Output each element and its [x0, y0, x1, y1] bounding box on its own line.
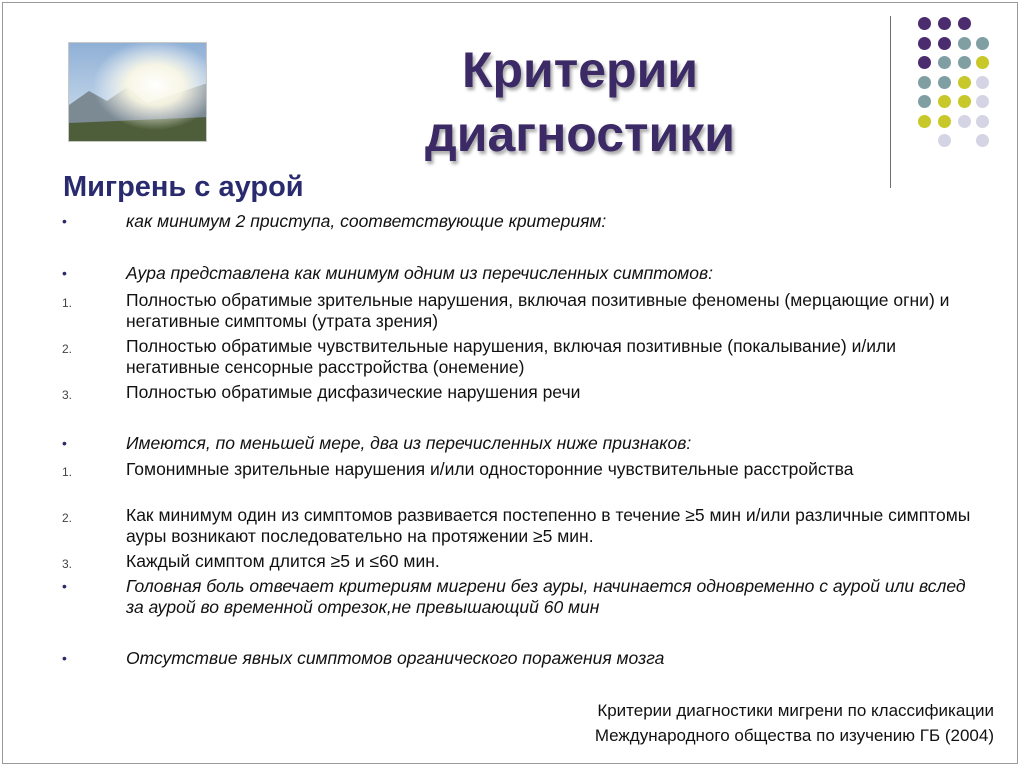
item-text: Гомонимные зрительные нарушения и/или односторонние чувствительные расстройства [126, 459, 854, 479]
decorative-dot [976, 115, 989, 128]
item-text: Отсутствие явных симптомов органического поражения мозга [126, 648, 665, 668]
decorative-dot [958, 95, 971, 108]
item-text: как минимум 2 приступа, соответствующие критериям: [126, 211, 607, 231]
item-text: Как минимум один из симптомов развивается постепенно в течение ≥5 мин и/или различные симптомы ауры возникают последовательно на протяжении ≥5 мин. [126, 505, 971, 546]
decorative-dot [918, 37, 931, 50]
decorative-dot [938, 95, 951, 108]
decorative-dot [958, 115, 971, 128]
item-number: 2. [62, 511, 73, 525]
bullet-marker: • [62, 578, 67, 594]
decorative-dot [976, 134, 989, 147]
decorative-dot [938, 56, 951, 69]
decorative-dot [938, 76, 951, 89]
item-text: Аура представлена как минимум одним из перечисленных симптомов: [126, 263, 714, 283]
bullet-marker: • [62, 265, 67, 281]
decorative-dot [958, 17, 971, 30]
decorative-divider [890, 16, 891, 188]
bullet-marker: • [62, 650, 67, 666]
title-line-1: Критерии [461, 42, 699, 98]
decorative-dot [958, 76, 971, 89]
item-text: Имеются, по меньшей мере, два из перечисленных ниже признаков: [126, 433, 692, 453]
decorative-dot [918, 95, 931, 108]
item-number: 3. [62, 388, 73, 402]
decorative-dot [918, 56, 931, 69]
source-caption [520, 698, 994, 748]
title-line-2: диагностики [425, 106, 735, 162]
decorative-dot [938, 37, 951, 50]
decorative-dot [976, 76, 989, 89]
decorative-dot [938, 115, 951, 128]
decorative-dot [938, 134, 951, 147]
item-text: Полностью обратимые чувствительные нарушения, включая позитивные (покалывание) и/или негативные сенсорные расстройства (онемение) [126, 336, 896, 377]
bullet-marker: • [62, 213, 67, 229]
decorative-dot [918, 17, 931, 30]
item-number: 3. [62, 557, 73, 571]
bullet-marker: • [62, 435, 67, 451]
item-number: 2. [62, 342, 73, 356]
sky-photo [68, 42, 207, 142]
item-text: Каждый симптом длится ≥5 и ≤60 мин. [126, 551, 440, 571]
decorative-dot [918, 76, 931, 89]
decorative-dot [938, 17, 951, 30]
decorative-dot [976, 95, 989, 108]
decorative-dot [958, 56, 971, 69]
item-number: 1. [62, 296, 73, 310]
caption-line-1: Критерии диагностики мигрени по классификации [597, 701, 994, 720]
slide-title [360, 38, 800, 166]
section-subtitle: Мигрень с аурой [63, 171, 304, 203]
item-text: Полностью обратимые дисфазические нарушения речи [126, 382, 581, 402]
decorative-dot [918, 115, 931, 128]
item-text: Головная боль отвечает критериям мигрени без ауры, начинается одновременно с аурой или вслед за аурой во временной отрезок,не превышающий 60 мин [126, 576, 966, 617]
decorative-dot [976, 56, 989, 69]
decorative-dot [976, 37, 989, 50]
decorative-dot [958, 37, 971, 50]
caption-line-2: Международного общества по изучению ГБ (2004) [594, 726, 994, 745]
item-number: 1. [62, 465, 73, 479]
item-text: Полностью обратимые зрительные нарушения, включая позитивные феномены (мерцающие огни) и негативные симптомы (утрата зрения) [126, 290, 950, 331]
